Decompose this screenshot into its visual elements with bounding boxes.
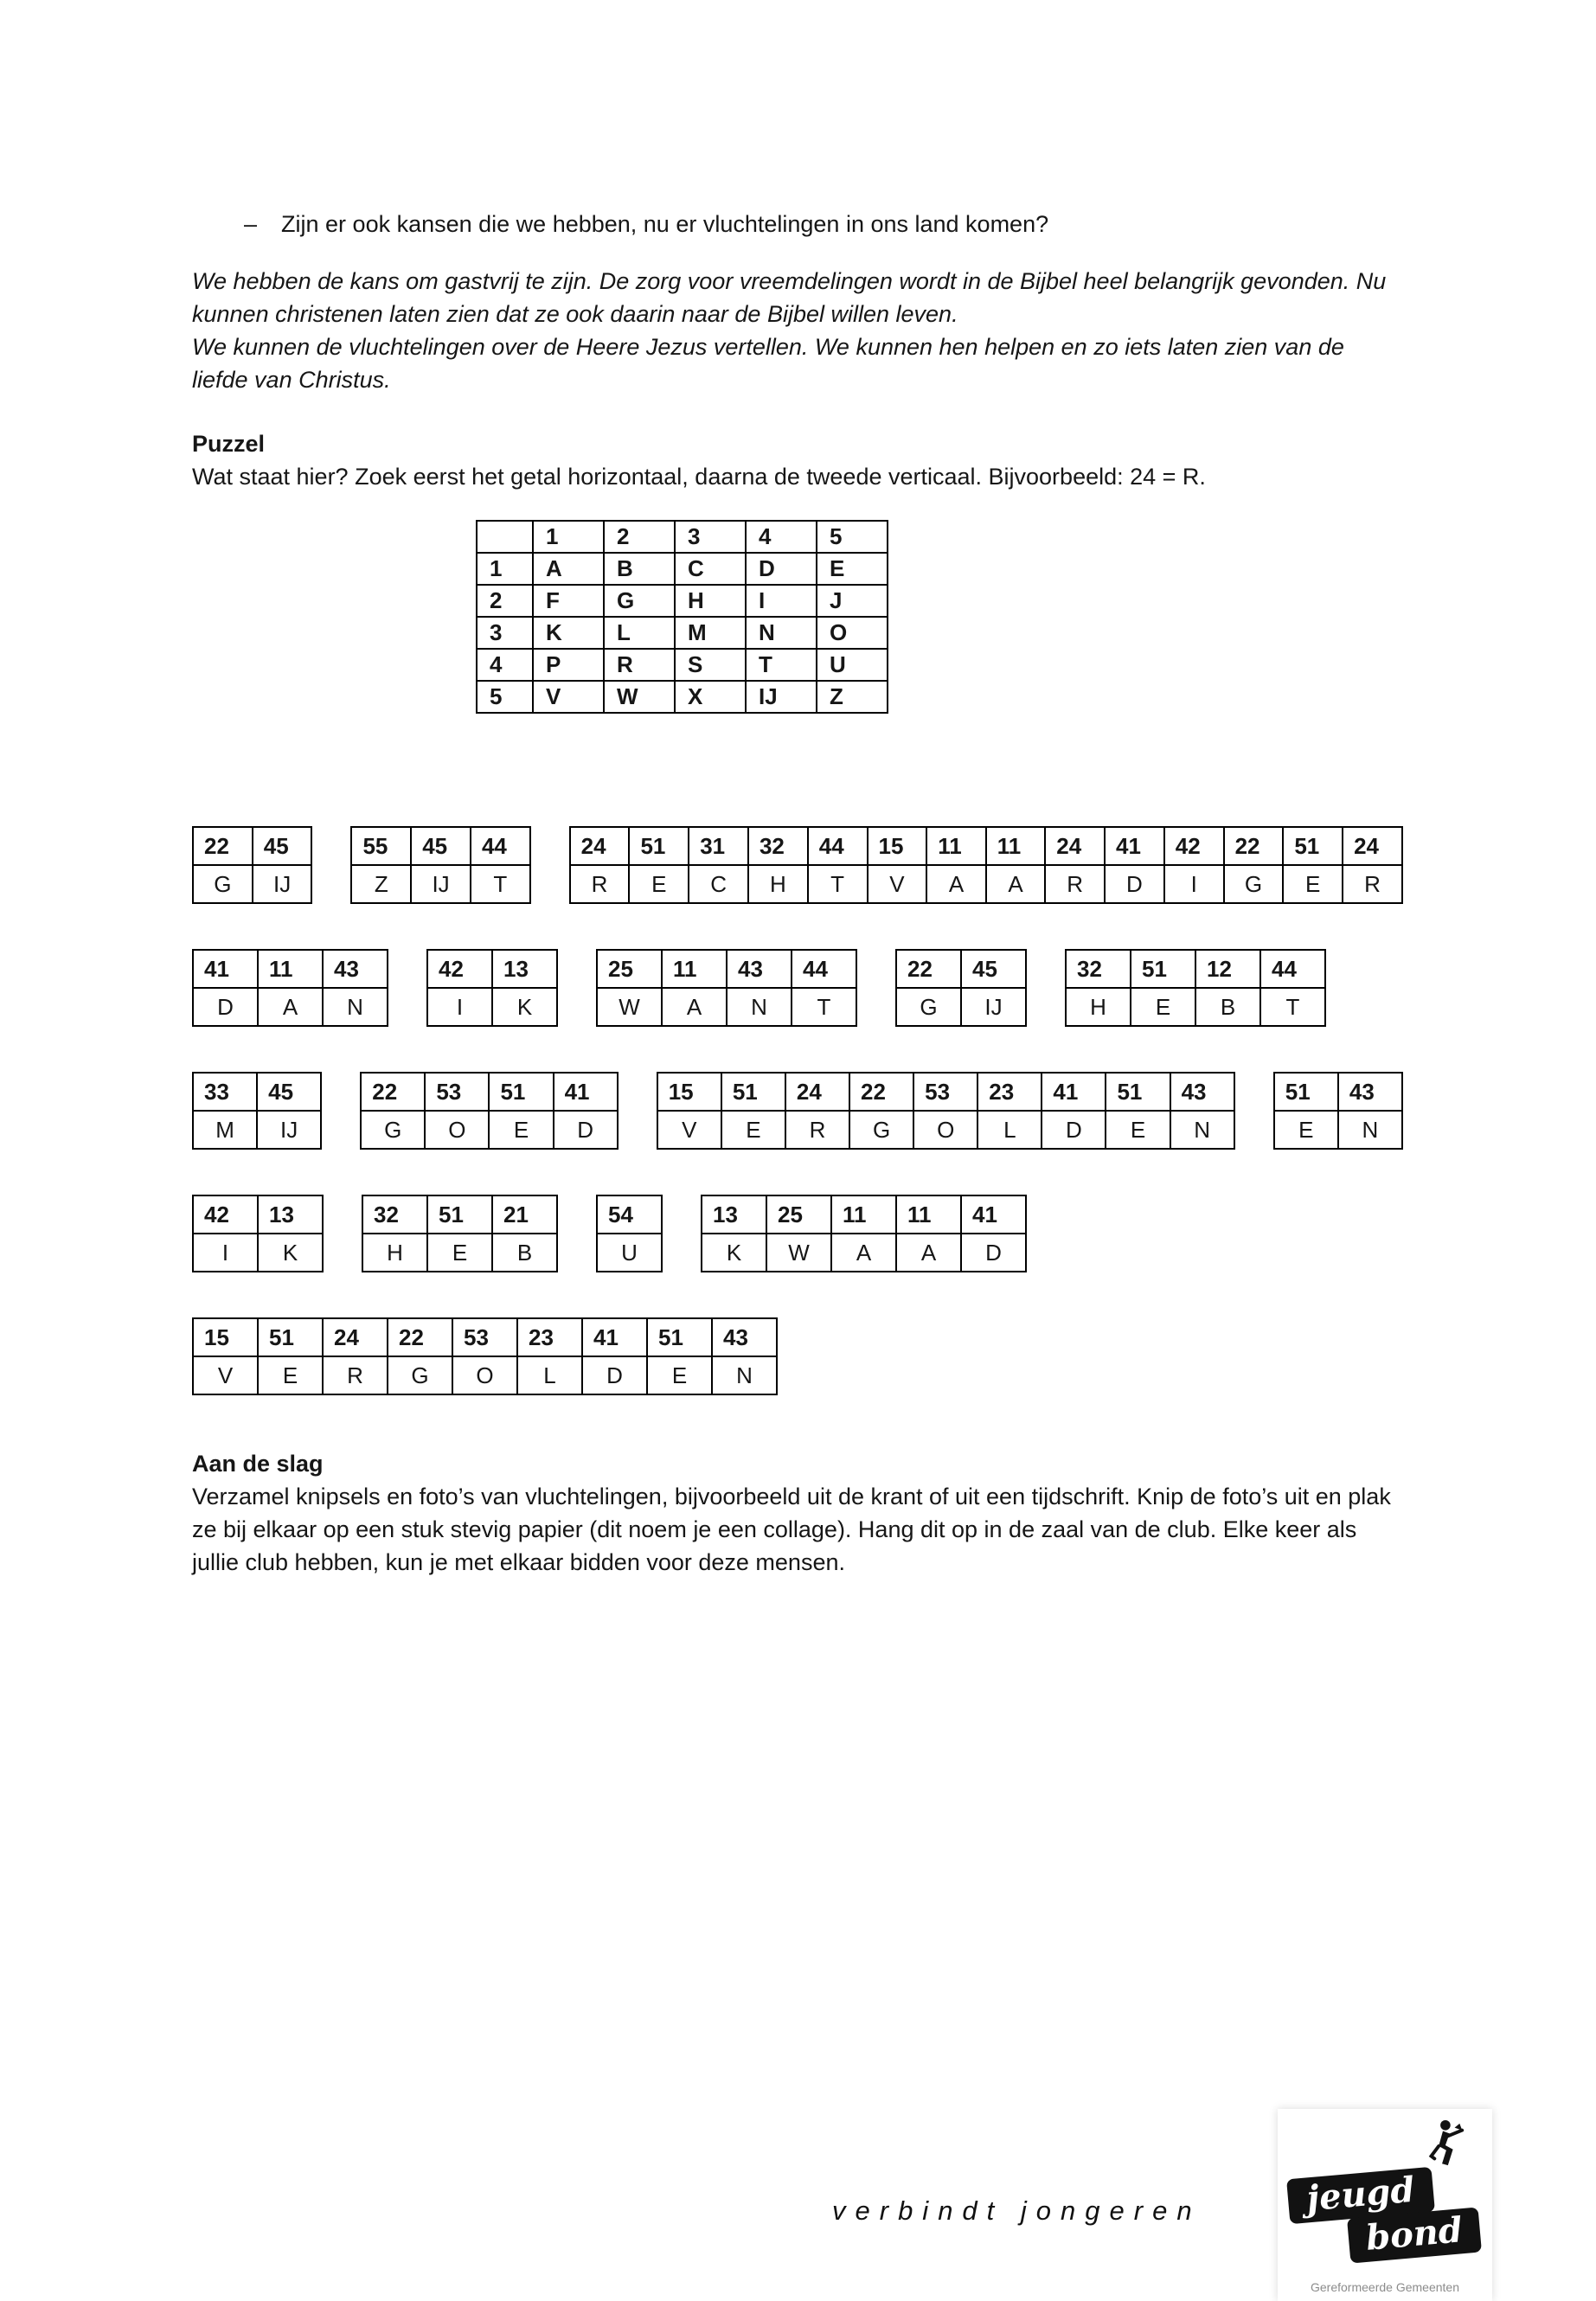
answer-letter-cell: I — [1164, 865, 1224, 903]
answer-group — [596, 1195, 663, 1272]
answer-letter-cell: M — [193, 1111, 257, 1149]
answer-letter-cell: R — [785, 1111, 849, 1149]
answer-number-cell: 41 — [1105, 827, 1164, 865]
answer-number-cell: 12 — [1195, 950, 1260, 988]
grid-letter-cell: I — [746, 585, 817, 617]
answer-number-cell: 43 — [1170, 1073, 1234, 1111]
person-icon — [1418, 2118, 1468, 2171]
answer-letter-cell: G — [388, 1356, 452, 1394]
answer-number-cell: 41 — [1042, 1073, 1106, 1111]
answer-number-cell: 44 — [471, 827, 530, 865]
answer-letter-cell: E — [427, 1234, 492, 1272]
answer-number-cell: 11 — [896, 1195, 961, 1234]
answer-letter-cell: E — [629, 865, 689, 903]
answer-number-cell: 22 — [849, 1073, 913, 1111]
answer-letter-cell: N — [323, 988, 388, 1026]
answer-letter-cell: D — [193, 988, 258, 1026]
answer-number-cell: 25 — [597, 950, 662, 988]
answer-letter-cell: H — [1066, 988, 1131, 1026]
grid-letter-cell: O — [817, 617, 888, 649]
answer-number-cell: 11 — [986, 827, 1046, 865]
jeugdbond-logo — [1278, 2109, 1492, 2301]
answer-letter-cell: A — [926, 865, 986, 903]
answer-number-cell: 51 — [629, 827, 689, 865]
answer-letter-cell: D — [582, 1356, 647, 1394]
grid-letter-cell: D — [746, 553, 817, 585]
answer-group — [596, 949, 857, 1027]
answer-group — [701, 1195, 1027, 1272]
answer-letter-cell: E — [1274, 1111, 1338, 1149]
answer-letter-cell: N — [712, 1356, 777, 1394]
answer-number-cell: 51 — [1283, 827, 1343, 865]
answer-group — [569, 826, 1403, 904]
answer-group — [192, 1072, 322, 1150]
answer-number-cell: 13 — [258, 1195, 323, 1234]
grid-row-header: 1 — [477, 553, 533, 585]
answer-letter-cell: I — [427, 988, 492, 1026]
question-bullet — [192, 208, 1403, 240]
answer-number-cell: 22 — [896, 950, 961, 988]
answer-letter-cell: V — [657, 1111, 721, 1149]
answer-number-cell: 11 — [831, 1195, 896, 1234]
answer-row — [192, 1195, 1403, 1272]
grid-row-header: 2 — [477, 585, 533, 617]
answer-row — [192, 826, 1403, 904]
answer-number-cell: 44 — [1260, 950, 1325, 988]
grid-col-header: 4 — [746, 521, 817, 553]
answer-number-cell: 22 — [388, 1318, 452, 1356]
answer-number-cell: 32 — [1066, 950, 1131, 988]
answer-letter-cell: R — [570, 865, 630, 903]
answer-group — [192, 826, 312, 904]
answer-group — [426, 949, 558, 1027]
answer-letter-cell: G — [849, 1111, 913, 1149]
answer-letter-cell: A — [831, 1234, 896, 1272]
answer-number-cell: 45 — [253, 827, 312, 865]
answer-number-cell: 24 — [323, 1318, 388, 1356]
tagline-verbindt-jongeren: verbindt jongeren — [832, 2195, 1202, 2226]
answer-number-cell: 33 — [193, 1073, 257, 1111]
action-paragraph: Verzamel knipsels en foto’s van vluchtelingen, bijvoorbeeld uit de krant of uit een tijdschrift. Knip de foto’s uit en plak ze bij elkaar op een stuk stevig papier (dit noem je een collage). Hang dit op in de zaal van de club. Elke keer als jullie club hebben, kun je met elkaar bidden voor deze mensen. — [192, 1484, 1391, 1575]
grid-corner-cell — [477, 521, 533, 553]
answer-number-cell: 53 — [425, 1073, 489, 1111]
bullet-dash: – — [244, 211, 258, 237]
answer-group — [895, 949, 1027, 1027]
answer-letter-cell: B — [492, 1234, 557, 1272]
answer-number-cell: 43 — [727, 950, 792, 988]
answer-letter-cell: T — [471, 865, 530, 903]
grid-letter-cell: L — [604, 617, 675, 649]
grid-col-header: 2 — [604, 521, 675, 553]
answer-letter-cell: D — [1042, 1111, 1106, 1149]
answer-number-cell: 24 — [1045, 827, 1105, 865]
grid-letter-cell: V — [533, 681, 604, 713]
answer-number-cell: 13 — [702, 1195, 766, 1234]
answer-number-cell: 51 — [1131, 950, 1195, 988]
answer-letter-cell: D — [1105, 865, 1164, 903]
action-heading: Aan de slag — [192, 1451, 324, 1477]
letter-grid — [476, 520, 888, 714]
logo-jeugd-text: jeugd — [1304, 2169, 1417, 2220]
answer-letter-cell: V — [193, 1356, 258, 1394]
grid-row-header: 5 — [477, 681, 533, 713]
answer-number-cell: 25 — [766, 1195, 831, 1234]
grid-letter-cell: B — [604, 553, 675, 585]
answer-number-cell: 31 — [689, 827, 748, 865]
answer-number-cell: 53 — [452, 1318, 517, 1356]
answer-letter-cell: B — [1195, 988, 1260, 1026]
answer-letter-cell: A — [258, 988, 323, 1026]
answer-number-cell: 45 — [257, 1073, 321, 1111]
answer-number-cell: 24 — [785, 1073, 849, 1111]
answer-group — [192, 949, 388, 1027]
answer-group — [1273, 1072, 1403, 1150]
answer-letter-cell: A — [986, 865, 1046, 903]
answer-letter-cell: W — [597, 988, 662, 1026]
answer-number-cell: 11 — [926, 827, 986, 865]
answer-group — [360, 1072, 618, 1150]
answer-letter-cell: H — [362, 1234, 427, 1272]
grid-letter-cell: IJ — [746, 681, 817, 713]
question-text: Zijn er ook kansen die we hebben, nu er vluchtelingen in ons land komen? — [281, 211, 1049, 237]
answer-letter-cell: W — [766, 1234, 831, 1272]
grid-col-header: 1 — [533, 521, 604, 553]
answer-group — [192, 1317, 778, 1395]
answer-number-cell: 45 — [961, 950, 1026, 988]
answer-letter-cell: A — [896, 1234, 961, 1272]
answer-number-cell: 15 — [193, 1318, 258, 1356]
answer-letter-cell: E — [1131, 988, 1195, 1026]
answer-letter-cell: K — [492, 988, 557, 1026]
intro-paragraphs — [192, 265, 1403, 396]
answer-letter-cell: R — [1045, 865, 1105, 903]
answer-letter-cell: K — [258, 1234, 323, 1272]
grid-row-header: 3 — [477, 617, 533, 649]
grid-letter-cell: G — [604, 585, 675, 617]
grid-letter-cell: E — [817, 553, 888, 585]
answer-letter-cell: R — [1343, 865, 1402, 903]
answer-row — [192, 1317, 1403, 1395]
grid-letter-cell: S — [675, 649, 746, 681]
answer-letter-cell: O — [913, 1111, 977, 1149]
answer-number-cell: 44 — [808, 827, 868, 865]
answer-group — [1065, 949, 1326, 1027]
answer-number-cell: 42 — [193, 1195, 258, 1234]
grid-letter-cell: X — [675, 681, 746, 713]
answer-number-cell: 15 — [657, 1073, 721, 1111]
answer-letter-cell: N — [1170, 1111, 1234, 1149]
grid-letter-cell: K — [533, 617, 604, 649]
intro-paragraph-2: We kunnen de vluchtelingen over de Heere Jezus vertellen. We kunnen hen helpen en zo iets laten zien van de liefde van Christus. — [192, 334, 1344, 393]
answer-number-cell: 51 — [1274, 1073, 1338, 1111]
answer-number-cell: 42 — [1164, 827, 1224, 865]
answer-number-cell: 22 — [193, 827, 253, 865]
answer-letter-cell: N — [727, 988, 792, 1026]
answer-letter-cell: G — [1224, 865, 1284, 903]
answer-number-cell: 45 — [411, 827, 471, 865]
answer-row — [192, 1072, 1403, 1150]
answer-letter-cell: T — [792, 988, 856, 1026]
answer-letter-cell: IJ — [253, 865, 312, 903]
grid-letter-cell: W — [604, 681, 675, 713]
answer-letter-cell: R — [323, 1356, 388, 1394]
answer-group — [192, 1195, 324, 1272]
answer-number-cell: 24 — [1343, 827, 1402, 865]
grid-letter-cell: M — [675, 617, 746, 649]
answer-rows — [192, 826, 1403, 1395]
grid-letter-cell: P — [533, 649, 604, 681]
answer-letter-cell: E — [1283, 865, 1343, 903]
answer-number-cell: 51 — [489, 1073, 553, 1111]
answer-number-cell: 13 — [492, 950, 557, 988]
grid-letter-cell: R — [604, 649, 675, 681]
answer-group — [362, 1195, 558, 1272]
answer-letter-cell: E — [721, 1111, 785, 1149]
answer-number-cell: 21 — [492, 1195, 557, 1234]
answer-number-cell: 41 — [193, 950, 258, 988]
grid-letter-cell: N — [746, 617, 817, 649]
answer-number-cell: 11 — [662, 950, 727, 988]
answer-number-cell: 41 — [961, 1195, 1026, 1234]
grid-letter-cell: H — [675, 585, 746, 617]
answer-letter-cell: G — [896, 988, 961, 1026]
grid-letter-cell: U — [817, 649, 888, 681]
answer-number-cell: 32 — [362, 1195, 427, 1234]
logo-bond-text: bond — [1364, 2209, 1465, 2259]
grid-letter-cell: Z — [817, 681, 888, 713]
answer-number-cell: 41 — [582, 1318, 647, 1356]
answer-letter-cell: N — [1338, 1111, 1402, 1149]
answer-number-cell: 51 — [427, 1195, 492, 1234]
answer-letter-cell: E — [258, 1356, 323, 1394]
grid-letter-cell: F — [533, 585, 604, 617]
answer-letter-cell: O — [425, 1111, 489, 1149]
grid-col-header: 5 — [817, 521, 888, 553]
answer-letter-cell: E — [1106, 1111, 1170, 1149]
answer-letter-cell: T — [1260, 988, 1325, 1026]
answer-group — [350, 826, 530, 904]
answer-letter-cell: A — [662, 988, 727, 1026]
puzzle-instruction: Wat staat hier? Zoek eerst het getal horizontaal, daarna de tweede verticaal. Bijvoorbeeld: 24 = R. — [192, 464, 1206, 490]
answer-letter-cell: D — [961, 1234, 1026, 1272]
answer-letter-cell: E — [489, 1111, 553, 1149]
page-content — [192, 208, 1403, 1579]
answer-letter-cell: IJ — [411, 865, 471, 903]
grid-letter-cell: C — [675, 553, 746, 585]
grid-row-header: 4 — [477, 649, 533, 681]
answer-number-cell: 53 — [913, 1073, 977, 1111]
answer-number-cell: 11 — [258, 950, 323, 988]
puzzle-heading: Puzzel — [192, 431, 266, 457]
answer-letter-cell: O — [452, 1356, 517, 1394]
answer-group — [657, 1072, 1235, 1150]
answer-number-cell: 22 — [361, 1073, 425, 1111]
answer-letter-cell: IJ — [961, 988, 1026, 1026]
answer-letter-cell: D — [554, 1111, 618, 1149]
answer-number-cell: 23 — [977, 1073, 1042, 1111]
answer-number-cell: 55 — [351, 827, 411, 865]
answer-number-cell: 42 — [427, 950, 492, 988]
answer-number-cell: 24 — [570, 827, 630, 865]
answer-letter-cell: K — [702, 1234, 766, 1272]
answer-number-cell: 43 — [712, 1318, 777, 1356]
answer-number-cell: 51 — [258, 1318, 323, 1356]
answer-letter-cell: IJ — [257, 1111, 321, 1149]
answer-letter-cell: C — [689, 865, 748, 903]
answer-letter-cell: V — [868, 865, 927, 903]
answer-letter-cell: G — [193, 865, 253, 903]
answer-row — [192, 949, 1403, 1027]
grid-letter-cell: A — [533, 553, 604, 585]
answer-number-cell: 32 — [748, 827, 808, 865]
answer-number-cell: 43 — [1338, 1073, 1402, 1111]
answer-number-cell: 15 — [868, 827, 927, 865]
answer-letter-cell: G — [361, 1111, 425, 1149]
answer-number-cell: 51 — [647, 1318, 712, 1356]
logo-subtext: Gereformeerde Gemeenten — [1311, 2280, 1459, 2294]
answer-letter-cell: H — [748, 865, 808, 903]
intro-paragraph-1: We hebben de kans om gastvrij te zijn. De zorg voor vreemdelingen wordt in de Bijbel heel belangrijk gevonden. Nu kunnen christenen laten zien dat ze ook daarin naar de Bijbel willen leven. — [192, 268, 1387, 327]
grid-letter-cell: T — [746, 649, 817, 681]
answer-letter-cell: L — [977, 1111, 1042, 1149]
answer-number-cell: 51 — [721, 1073, 785, 1111]
letter-grid-body — [477, 521, 888, 713]
answer-number-cell: 23 — [517, 1318, 582, 1356]
answer-letter-cell: E — [647, 1356, 712, 1394]
answer-number-cell: 51 — [1106, 1073, 1170, 1111]
grid-letter-cell: J — [817, 585, 888, 617]
answer-letter-cell: T — [808, 865, 868, 903]
answer-letter-cell: Z — [351, 865, 411, 903]
grid-col-header: 3 — [675, 521, 746, 553]
answer-letter-cell: L — [517, 1356, 582, 1394]
answer-letter-cell: I — [193, 1234, 258, 1272]
answer-number-cell: 54 — [597, 1195, 662, 1234]
answer-number-cell: 44 — [792, 950, 856, 988]
answer-number-cell: 41 — [554, 1073, 618, 1111]
answer-number-cell: 43 — [323, 950, 388, 988]
answer-letter-cell: U — [597, 1234, 662, 1272]
answer-number-cell: 22 — [1224, 827, 1284, 865]
